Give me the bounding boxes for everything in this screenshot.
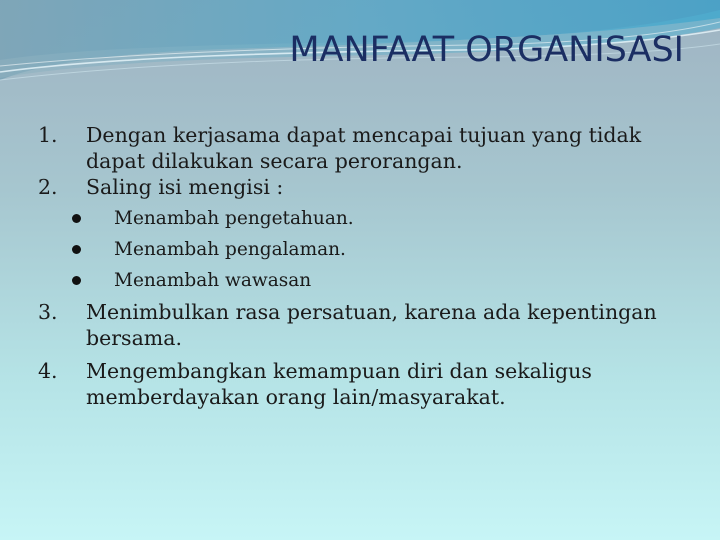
- sub-item-text: Menambah pengalaman.: [114, 239, 346, 260]
- sub-item-text: Menambah wawasan: [114, 270, 312, 291]
- list-item: [38, 174, 678, 200]
- page-title: MANFAAT ORGANISASI: [289, 30, 684, 70]
- item-number: 1.: [38, 123, 58, 147]
- bullet-icon: [72, 214, 81, 223]
- sub-list-item: [38, 234, 678, 265]
- sub-list-item: [38, 265, 678, 296]
- item-text: Menimbulkan rasa persatuan, karena ada kepentingan bersama.: [86, 300, 657, 350]
- content-list: [38, 122, 678, 410]
- bullet-icon: [72, 276, 81, 285]
- item-text: Mengembangkan kemampuan diri dan sekaligus memberdayakan orang lain/masyarakat.: [86, 359, 592, 409]
- item-number: 4.: [38, 359, 58, 383]
- sub-list-item: [38, 203, 678, 234]
- bullet-icon: [72, 245, 81, 254]
- item-text: Saling isi mengisi :: [86, 175, 284, 199]
- list-item: [38, 358, 678, 410]
- list-item: [38, 299, 678, 351]
- sub-item-text: Menambah pengetahuan.: [114, 208, 354, 229]
- item-number: 3.: [38, 300, 58, 324]
- item-number: 2.: [38, 175, 58, 199]
- list-item: [38, 122, 678, 174]
- item-text: Dengan kerjasama dapat mencapai tujuan yang tidak dapat dilakukan secara perorangan.: [86, 123, 642, 173]
